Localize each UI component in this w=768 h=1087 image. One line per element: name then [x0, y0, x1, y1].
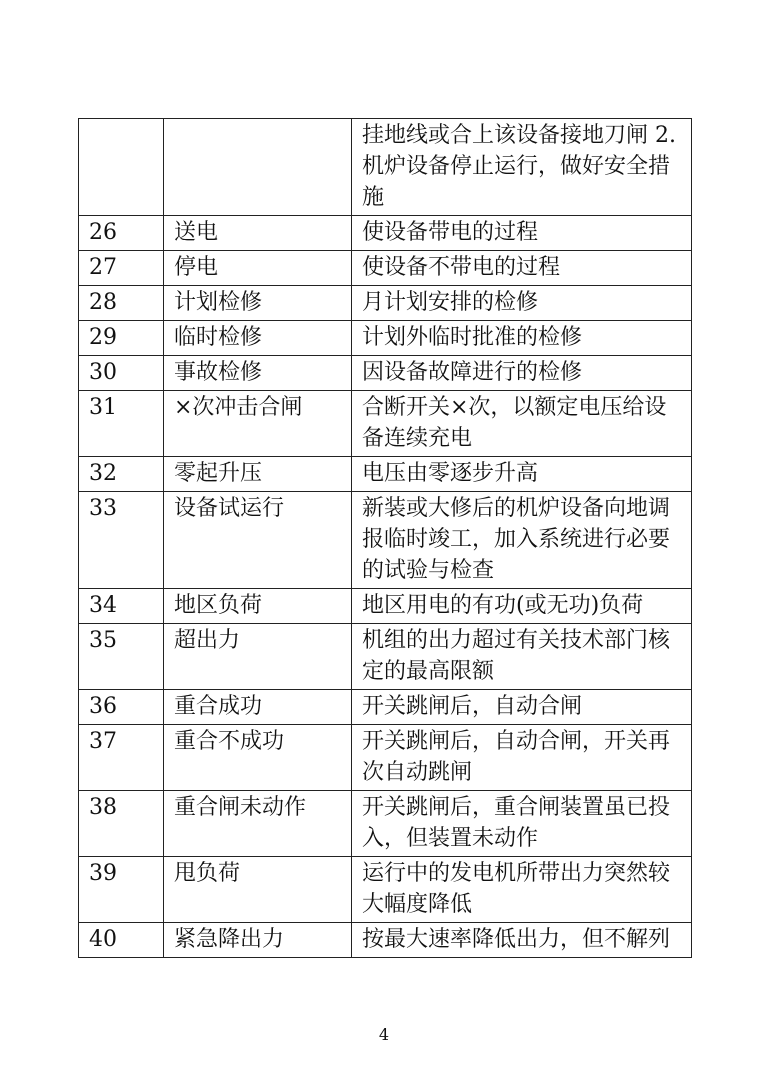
- definition-cell: 因设备故障进行的检修: [352, 356, 692, 391]
- table-row: [79, 589, 692, 624]
- term-cell: 设备试运行: [164, 492, 352, 589]
- row-number-cell: 29: [79, 321, 164, 356]
- term-cell: 停电: [164, 251, 352, 286]
- definition-cell: 开关跳闸后，自动合闸: [352, 690, 692, 725]
- term-cell: 甩负荷: [164, 857, 352, 923]
- definition-cell: 按最大速率降低出力，但不解列: [352, 923, 692, 958]
- row-number-cell: 26: [79, 216, 164, 251]
- page-number: 4: [378, 1025, 390, 1044]
- row-number-cell: 34: [79, 589, 164, 624]
- definition-cell: 开关跳闸后，自动合闸，开关再次自动跳闸: [352, 725, 692, 791]
- table-row: [79, 286, 692, 321]
- term-cell: 重合闸未动作: [164, 791, 352, 857]
- definition-cell: 计划外临时批准的检修: [352, 321, 692, 356]
- glossary-table: [78, 118, 692, 958]
- term-cell: 超出力: [164, 624, 352, 690]
- row-number-cell: 28: [79, 286, 164, 321]
- row-number-cell: 35: [79, 624, 164, 690]
- term-cell: 零起升压: [164, 457, 352, 492]
- term-cell: 临时检修: [164, 321, 352, 356]
- row-number-cell: 38: [79, 791, 164, 857]
- table-row: [79, 321, 692, 356]
- table-row: [79, 857, 692, 923]
- row-number-cell: 27: [79, 251, 164, 286]
- table-row: [79, 251, 692, 286]
- table-row: [79, 391, 692, 457]
- definition-cell: 电压由零逐步升高: [352, 457, 692, 492]
- row-number-cell: [79, 119, 164, 216]
- table-row: [79, 356, 692, 391]
- definition-cell: 机组的出力超过有关技术部门核定的最高限额: [352, 624, 692, 690]
- definition-cell: 运行中的发电机所带出力突然较大幅度降低: [352, 857, 692, 923]
- definition-cell: 挂地线或合上该设备接地刀闸 2. 机炉设备停止运行，做好安全措施: [352, 119, 692, 216]
- term-cell: 送电: [164, 216, 352, 251]
- term-cell: 重合成功: [164, 690, 352, 725]
- definition-cell: 地区用电的有功(或无功)负荷: [352, 589, 692, 624]
- table-row: [79, 725, 692, 791]
- definition-cell: 使设备不带电的过程: [352, 251, 692, 286]
- table-row: [79, 690, 692, 725]
- row-number-cell: 33: [79, 492, 164, 589]
- row-number-cell: 31: [79, 391, 164, 457]
- row-number-cell: 32: [79, 457, 164, 492]
- definition-cell: 合断开关×次，以额定电压给设备连续充电: [352, 391, 692, 457]
- term-cell: 紧急降出力: [164, 923, 352, 958]
- table-row: [79, 457, 692, 492]
- term-cell: ×次冲击合闸: [164, 391, 352, 457]
- table-row: [79, 119, 692, 216]
- definition-cell: 开关跳闸后，重合闸装置虽已投入，但装置未动作: [352, 791, 692, 857]
- term-cell: [164, 119, 352, 216]
- definition-cell: 使设备带电的过程: [352, 216, 692, 251]
- table-row: [79, 624, 692, 690]
- table-row: [79, 216, 692, 251]
- row-number-cell: 30: [79, 356, 164, 391]
- table-row: [79, 791, 692, 857]
- row-number-cell: 36: [79, 690, 164, 725]
- table-row: [79, 492, 692, 589]
- term-cell: 地区负荷: [164, 589, 352, 624]
- term-cell: 事故检修: [164, 356, 352, 391]
- term-cell: 重合不成功: [164, 725, 352, 791]
- row-number-cell: 39: [79, 857, 164, 923]
- definition-cell: 新装或大修后的机炉设备向地调报临时竣工，加入系统进行必要的试验与检查: [352, 492, 692, 589]
- term-cell: 计划检修: [164, 286, 352, 321]
- row-number-cell: 37: [79, 725, 164, 791]
- definition-cell: 月计划安排的检修: [352, 286, 692, 321]
- glossary-table-body: [79, 119, 692, 958]
- table-row: [79, 923, 692, 958]
- row-number-cell: 40: [79, 923, 164, 958]
